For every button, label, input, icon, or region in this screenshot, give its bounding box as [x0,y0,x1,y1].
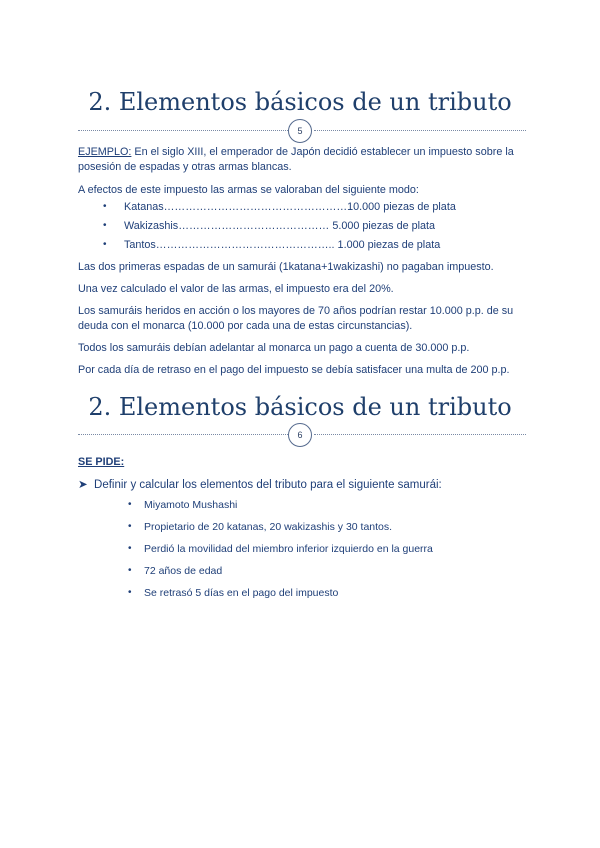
se-pide-heading: SE PIDE: [78,456,125,468]
item-delay: Se retrasó 5 días en el pago del impuesto [144,587,339,599]
valuation-tantos: Tantos………………………………………….. 1.000 piezas de plata [124,239,441,251]
bullet-dot: • [103,220,107,231]
arrow-right-icon: ➤ [78,479,88,491]
bullet-dot: • [128,587,132,598]
task-line [78,477,442,491]
item-weapons: Propietario de 20 katanas, 20 wakizashis y 30 tantos. [144,521,393,533]
paragraph-5: Por cada día de retraso en el pago del impuesto se debía satisfacer una multa de 200 p.p. [78,364,510,376]
bullet-dot: • [128,499,132,510]
bullet-dot: • [103,201,107,212]
task-text: Definir y calcular los elementos del tributo para el siguiente samurái: [94,479,442,491]
intro-text: A efectos de este impuesto las armas se valoraban del siguiente modo: [78,184,419,196]
item-injury: Perdió la movilidad del miembro inferior izquierdo en la guerra [144,543,433,555]
slide2-page-number: 6 [288,423,312,447]
slide1-title: 2. Elementos básicos de un tributo [88,88,512,116]
bullet-dot: • [128,543,132,554]
valuation-wakizashis: Wakizashis…………………………………… 5.000 piezas de plata [124,220,436,232]
bullet-dot: • [103,239,107,250]
valuation-katanas: Katanas……………………………………………10.000 piezas de plata [124,201,456,213]
slide1-page-number: 5 [288,119,312,143]
example-text: En el siglo XIII, el emperador de Japón decidió establecer un impuesto sobre la posesión de espadas y otras armas blancas. [78,146,514,173]
paragraph-4: Todos los samuráis debían adelantar al monarca un pago a cuenta de 30.000 p.p. [78,342,470,354]
slide2-title: 2. Elementos básicos de un tributo [88,393,512,421]
item-name: Miyamoto Mushashi [144,499,238,511]
slide1-divider [78,118,526,144]
example-paragraph [78,145,538,175]
paragraph-3: Los samuráis heridos en acción o los mayores de 70 años podrían restar 10.000 p.p. de su deuda con el monarca (10.000 por cada una de estas circunstancias). [78,305,514,332]
slide2-divider [78,422,526,448]
bullet-dot: • [128,521,132,532]
item-age: 72 años de edad [144,565,223,577]
example-label: EJEMPLO: [78,146,132,158]
paragraph-1: Las dos primeras espadas de un samurái (1katana+1wakizashi) no pagaban impuesto. [78,261,494,273]
bullet-dot: • [128,565,132,576]
paragraph-2: Una vez calculado el valor de las armas, el impuesto era del 20%. [78,283,394,295]
